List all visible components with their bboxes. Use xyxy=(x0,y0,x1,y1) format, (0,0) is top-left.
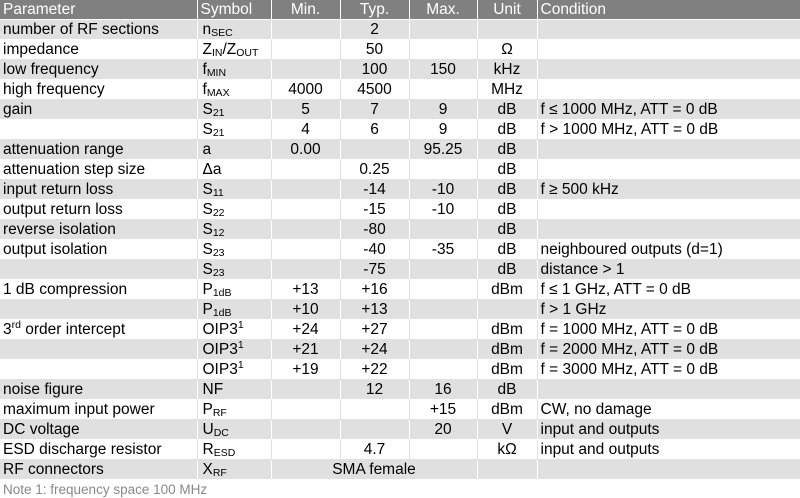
cell-max xyxy=(409,320,477,340)
symbol-subscript: RF xyxy=(212,406,227,419)
header-symbol: Symbol xyxy=(197,0,271,20)
cell-parameter xyxy=(0,240,197,260)
parameter-text: impedance xyxy=(3,40,79,58)
cell-parameter xyxy=(0,340,197,360)
header-parameter: Parameter xyxy=(0,0,197,20)
cell-symbol xyxy=(197,280,271,300)
cell-parameter xyxy=(0,360,197,380)
cell-max xyxy=(409,340,477,360)
parameter-text: input return loss xyxy=(3,180,114,198)
symbol-text: U xyxy=(202,420,214,438)
parameter-text: RF connectors xyxy=(3,460,104,478)
cell-parameter xyxy=(0,80,197,100)
cell-parameter xyxy=(0,120,197,140)
table-row xyxy=(0,440,800,460)
table-row xyxy=(0,200,800,220)
cell-parameter xyxy=(0,100,197,120)
cell-typ: -15 xyxy=(340,200,409,220)
cell-symbol xyxy=(197,340,271,360)
table-row xyxy=(0,20,800,40)
cell-parameter xyxy=(0,260,197,280)
cell-unit: dB xyxy=(477,240,537,260)
parameter-text: 1 dB compression xyxy=(3,280,128,298)
symbol-subscript: MAX xyxy=(206,86,230,99)
cell-condition xyxy=(537,140,800,160)
header-typ: Typ. xyxy=(340,0,409,20)
symbol-subscript: DC xyxy=(213,426,229,439)
table-row xyxy=(0,380,800,400)
footnote: Note 1: frequency space 100 MHz xyxy=(3,482,208,497)
cell-typ: 12 xyxy=(340,380,409,400)
table-row xyxy=(0,320,800,340)
cell-typ: +16 xyxy=(340,280,409,300)
cell-unit xyxy=(477,460,537,480)
cell-max xyxy=(409,280,477,300)
cell-parameter xyxy=(0,140,197,160)
symbol-superscript: 1 xyxy=(237,359,244,371)
cell-symbol xyxy=(197,300,271,320)
parameter-text: high frequency xyxy=(3,80,105,98)
table-body xyxy=(0,20,800,480)
cell-parameter xyxy=(0,280,197,300)
symbol-subscript: 21 xyxy=(212,126,225,139)
cell-parameter xyxy=(0,220,197,240)
cell-typ: -14 xyxy=(340,180,409,200)
cell-typ xyxy=(340,420,409,440)
symbol-text: R xyxy=(202,440,214,458)
parameter-text: number of RF sections xyxy=(3,20,159,38)
table-row xyxy=(0,100,800,120)
table-row xyxy=(0,220,800,240)
cell-unit: MHz xyxy=(477,80,537,100)
symbol-subscript: IN xyxy=(211,46,223,59)
cell-max: -35 xyxy=(409,240,477,260)
table-row xyxy=(0,420,800,440)
cell-max: 95.25 xyxy=(409,140,477,160)
cell-min: +19 xyxy=(271,360,340,380)
parameter-text: attenuation range xyxy=(3,140,124,158)
cell-unit: dBm xyxy=(477,320,537,340)
symbol-text: S xyxy=(202,240,213,258)
cell-max: 9 xyxy=(409,120,477,140)
symbol-subscript: SEC xyxy=(211,26,233,39)
cell-condition: f > 1000 MHz, ATT = 0 dB xyxy=(537,120,800,140)
cell-min: 4 xyxy=(271,120,340,140)
parameter-text-suffix: order intercept xyxy=(20,320,126,338)
cell-symbol xyxy=(197,140,271,160)
parameter-text: output return loss xyxy=(3,200,123,218)
cell-condition: input and outputs xyxy=(537,440,800,460)
parameter-text: ESD discharge resistor xyxy=(3,440,162,458)
symbol-text: f xyxy=(202,80,207,98)
cell-symbol xyxy=(197,100,271,120)
symbol-subscript: 21 xyxy=(212,106,225,119)
cell-condition xyxy=(537,160,800,180)
cell-symbol xyxy=(197,220,271,240)
cell-unit: kΩ xyxy=(477,440,537,460)
cell-symbol xyxy=(197,80,271,100)
symbol-text: NF xyxy=(202,380,224,398)
cell-symbol xyxy=(197,360,271,380)
table-header xyxy=(0,0,800,20)
cell-typ: -40 xyxy=(340,240,409,260)
header-condition: Condition xyxy=(537,0,800,20)
cell-condition: f ≤ 1000 MHz, ATT = 0 dB xyxy=(537,100,800,120)
symbol-text: X xyxy=(202,460,213,478)
cell-max xyxy=(409,260,477,280)
cell-typ: +13 xyxy=(340,300,409,320)
cell-typ xyxy=(340,140,409,160)
cell-symbol xyxy=(197,120,271,140)
table-row xyxy=(0,240,800,260)
cell-symbol xyxy=(197,60,271,80)
symbol-text: S xyxy=(202,220,213,238)
table-row xyxy=(0,460,800,480)
table-row xyxy=(0,360,800,380)
table-row xyxy=(0,260,800,280)
cell-typ: 50 xyxy=(340,40,409,60)
symbol-subscript: 11 xyxy=(212,186,224,199)
cell-unit: dB xyxy=(477,140,537,160)
cell-parameter xyxy=(0,420,197,440)
symbol-text: Z xyxy=(202,40,212,58)
symbol-subscript: RF xyxy=(212,466,227,479)
cell-condition xyxy=(537,40,800,60)
cell-max xyxy=(409,80,477,100)
cell-condition xyxy=(537,20,800,40)
cell-min: +21 xyxy=(271,340,340,360)
cell-typ: 2 xyxy=(340,20,409,40)
table-row xyxy=(0,400,800,420)
parameter-text: gain xyxy=(3,100,33,118)
cell-condition xyxy=(537,80,800,100)
cell-max: 150 xyxy=(409,60,477,80)
cell-condition xyxy=(537,200,800,220)
parameter-text: low frequency xyxy=(3,60,99,78)
cell-max xyxy=(409,300,477,320)
symbol-text: S xyxy=(202,100,213,118)
cell-unit: dBm xyxy=(477,360,537,380)
symbol-text: n xyxy=(202,20,212,38)
cell-parameter xyxy=(0,380,197,400)
cell-min: +13 xyxy=(271,280,340,300)
parameter-text: attenuation step size xyxy=(3,160,146,178)
symbol-text: S xyxy=(202,120,213,138)
symbol-subscript: 12 xyxy=(212,226,225,239)
cell-min xyxy=(271,440,340,460)
cell-max: 9 xyxy=(409,100,477,120)
symbol-text: Δa xyxy=(202,160,222,178)
cell-min: +24 xyxy=(271,320,340,340)
cell-min xyxy=(271,200,340,220)
cell-max xyxy=(409,440,477,460)
cell-condition: input and outputs xyxy=(537,420,800,440)
cell-typ: +24 xyxy=(340,340,409,360)
cell-condition: neighboured outputs (d=1) xyxy=(537,240,800,260)
cell-max: -10 xyxy=(409,200,477,220)
cell-min: 4000 xyxy=(271,80,340,100)
cell-min xyxy=(271,180,340,200)
cell-typ: 0.25 xyxy=(340,160,409,180)
cell-unit: dBm xyxy=(477,280,537,300)
cell-unit: dB xyxy=(477,120,537,140)
parameter-text: maximum input power xyxy=(3,400,155,418)
cell-max: 20 xyxy=(409,420,477,440)
cell-unit: dB xyxy=(477,100,537,120)
cell-condition: CW, no damage xyxy=(537,400,800,420)
cell-parameter xyxy=(0,440,197,460)
cell-parameter xyxy=(0,200,197,220)
parameter-superscript: rd xyxy=(11,319,21,331)
cell-condition: f > 1 GHz xyxy=(537,300,800,320)
cell-unit: kHz xyxy=(477,60,537,80)
cell-unit: dB xyxy=(477,200,537,220)
cell-condition: f ≤ 1 GHz, ATT = 0 dB xyxy=(537,280,800,300)
cell-parameter xyxy=(0,20,197,40)
cell-condition: f = 3000 MHz, ATT = 0 dB xyxy=(537,360,800,380)
cell-typ: -80 xyxy=(340,220,409,240)
cell-min xyxy=(271,20,340,40)
symbol-text: S xyxy=(202,200,213,218)
cell-min xyxy=(271,380,340,400)
symbol-text-2: /Z xyxy=(222,40,237,58)
header-min: Min. xyxy=(271,0,340,20)
cell-parameter xyxy=(0,60,197,80)
cell-min xyxy=(271,420,340,440)
cell-typ: 6 xyxy=(340,120,409,140)
cell-unit xyxy=(477,300,537,320)
header-row xyxy=(0,0,800,20)
header-max: Max. xyxy=(409,0,477,20)
cell-symbol xyxy=(197,380,271,400)
cell-symbol xyxy=(197,460,271,480)
cell-unit xyxy=(477,20,537,40)
cell-max: -10 xyxy=(409,180,477,200)
cell-min xyxy=(271,220,340,240)
table-row xyxy=(0,80,800,100)
cell-parameter xyxy=(0,300,197,320)
cell-unit: dB xyxy=(477,180,537,200)
cell-typ: 4.7 xyxy=(340,440,409,460)
symbol-subscript-2: OUT xyxy=(236,46,259,59)
symbol-text: a xyxy=(202,140,212,158)
table-row xyxy=(0,180,800,200)
cell-parameter xyxy=(0,40,197,60)
cell-condition xyxy=(537,380,800,400)
cell-typ: 4500 xyxy=(340,80,409,100)
table-row xyxy=(0,120,800,140)
cell-unit: V xyxy=(477,420,537,440)
cell-min: 0.00 xyxy=(271,140,340,160)
cell-typ: 7 xyxy=(340,100,409,120)
table-row xyxy=(0,340,800,360)
parameter-text: reverse isolation xyxy=(3,220,116,238)
cell-min: +10 xyxy=(271,300,340,320)
cell-parameter xyxy=(0,460,197,480)
table-row xyxy=(0,280,800,300)
table-row xyxy=(0,40,800,60)
symbol-subscript: MIN xyxy=(206,66,227,79)
table-row xyxy=(0,300,800,320)
cell-min: 5 xyxy=(271,100,340,120)
symbol-text: S xyxy=(202,180,213,198)
symbol-text: f xyxy=(202,60,207,78)
cell-unit: dB xyxy=(477,380,537,400)
cell-condition: f = 2000 MHz, ATT = 0 dB xyxy=(537,340,800,360)
symbol-text: P xyxy=(202,280,213,298)
cell-unit: dBm xyxy=(477,340,537,360)
cell-max xyxy=(409,40,477,60)
cell-symbol xyxy=(197,400,271,420)
cell-unit: dB xyxy=(477,160,537,180)
cell-symbol xyxy=(197,20,271,40)
cell-min xyxy=(271,240,340,260)
symbol-superscript: 1 xyxy=(237,319,244,331)
cell-condition xyxy=(537,60,800,80)
symbol-superscript: 1 xyxy=(237,339,244,351)
symbol-subscript: 23 xyxy=(212,246,225,259)
parameter-text: output isolation xyxy=(3,240,108,258)
cell-typ: +27 xyxy=(340,320,409,340)
cell-value-span: SMA female xyxy=(271,460,477,480)
cell-max xyxy=(409,20,477,40)
parameter-text: DC voltage xyxy=(3,420,80,438)
cell-parameter xyxy=(0,160,197,180)
cell-min xyxy=(271,40,340,60)
cell-typ xyxy=(340,400,409,420)
cell-symbol xyxy=(197,40,271,60)
symbol-subscript: 22 xyxy=(212,206,225,219)
cell-min xyxy=(271,60,340,80)
cell-symbol xyxy=(197,260,271,280)
cell-max xyxy=(409,360,477,380)
cell-unit: dBm xyxy=(477,400,537,420)
header-unit: Unit xyxy=(477,0,537,20)
symbol-text: OIP3 xyxy=(202,360,238,378)
cell-symbol xyxy=(197,320,271,340)
cell-condition xyxy=(537,460,800,480)
symbol-subscript: 1dB xyxy=(212,286,232,299)
cell-max xyxy=(409,220,477,240)
table-row xyxy=(0,140,800,160)
cell-symbol xyxy=(197,240,271,260)
cell-max: +15 xyxy=(409,400,477,420)
cell-symbol xyxy=(197,200,271,220)
symbol-text: P xyxy=(202,400,213,418)
cell-condition xyxy=(537,220,800,240)
symbol-subscript: ESD xyxy=(213,446,236,459)
symbol-text: OIP3 xyxy=(202,320,238,338)
cell-symbol xyxy=(197,420,271,440)
symbol-subscript: 23 xyxy=(212,266,225,279)
cell-symbol xyxy=(197,440,271,460)
table-row xyxy=(0,60,800,80)
cell-symbol xyxy=(197,180,271,200)
cell-min xyxy=(271,400,340,420)
cell-min xyxy=(271,260,340,280)
cell-typ: 100 xyxy=(340,60,409,80)
cell-condition: f ≥ 500 kHz xyxy=(537,180,800,200)
parameter-text: noise figure xyxy=(3,380,84,398)
cell-symbol xyxy=(197,160,271,180)
symbol-text: OIP3 xyxy=(202,340,238,358)
cell-parameter xyxy=(0,320,197,340)
cell-unit: dB xyxy=(477,260,537,280)
symbol-text: S xyxy=(202,260,213,278)
cell-typ: -75 xyxy=(340,260,409,280)
parameter-text: 3 xyxy=(3,320,12,338)
cell-unit: dB xyxy=(477,220,537,240)
cell-max: 16 xyxy=(409,380,477,400)
cell-condition: f = 1000 MHz, ATT = 0 dB xyxy=(537,320,800,340)
cell-parameter xyxy=(0,180,197,200)
symbol-text: P xyxy=(202,300,213,318)
symbol-subscript: 1dB xyxy=(212,306,232,319)
cell-unit: Ω xyxy=(477,40,537,60)
cell-condition: distance > 1 xyxy=(537,260,800,280)
cell-typ: +22 xyxy=(340,360,409,380)
cell-min xyxy=(271,160,340,180)
cell-parameter xyxy=(0,400,197,420)
table-row xyxy=(0,160,800,180)
cell-max xyxy=(409,160,477,180)
